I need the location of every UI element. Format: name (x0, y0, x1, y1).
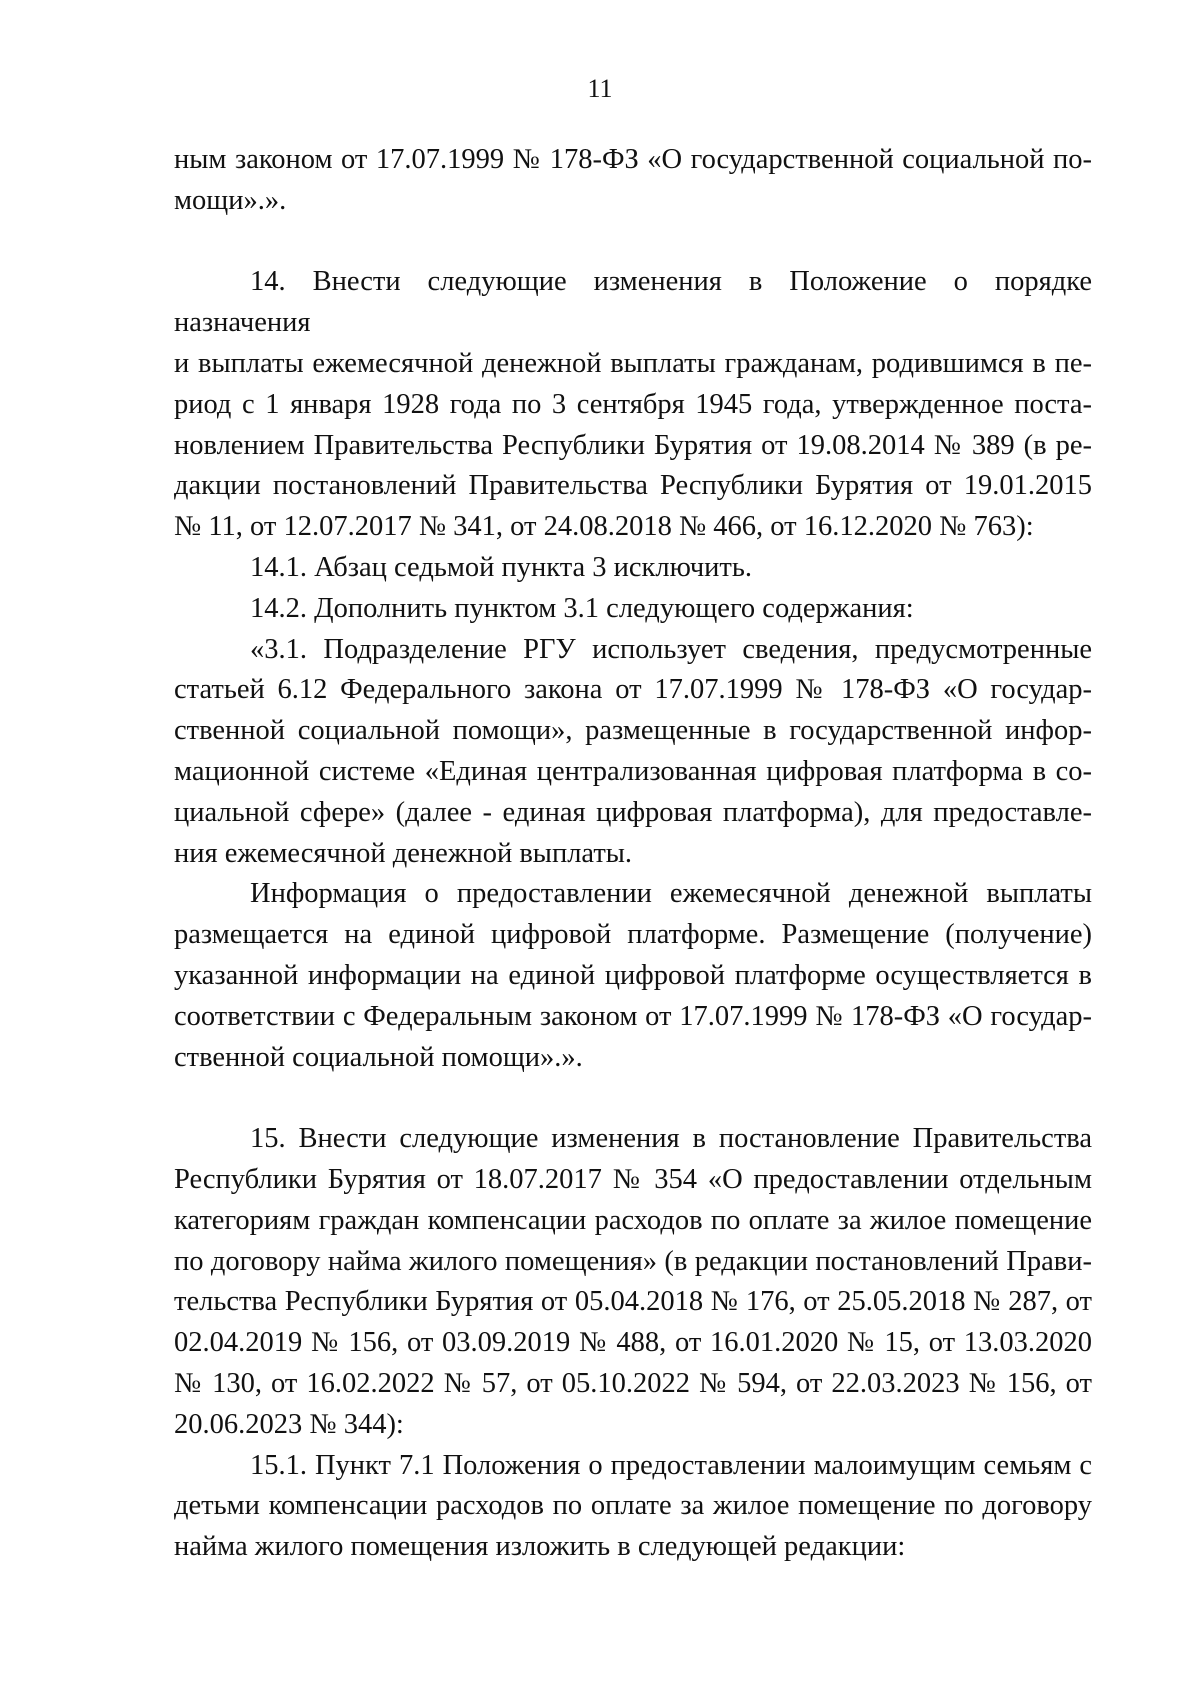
text-line: 14.2. Дополнить пунктом 3.1 следующего содержания: (250, 592, 914, 624)
text-line: 14. Внести следующие изменения в Положение о порядке назначения (174, 266, 1092, 339)
paragraph (174, 140, 1092, 222)
text-line: мационной системе «Единая централизованная цифровая платформа в со- (174, 755, 1092, 787)
text-line: циальной сфере» (далее - единая цифровая платформа), для предоставле- (174, 796, 1092, 828)
text-line: № 130, от 16.02.2022 № 57, от 05.10.2022 № 594, от 22.03.2023 № 156, от (174, 1367, 1092, 1399)
text-line: указанной информации на единой цифровой платформе осуществляется в (174, 959, 1092, 991)
paragraph-item-14-1 (174, 548, 1092, 589)
text-line: ственной социальной помощи».». (174, 1041, 583, 1073)
text-line: ственной социальной помощи», размещенные в государственной инфор- (174, 715, 1092, 747)
text-line: Республики Бурятия от 18.07.2017 № 354 «О предоставлении отдельным (174, 1163, 1092, 1195)
text-line: категориям граждан компенсации расходов по оплате за жилое помещение (174, 1204, 1092, 1236)
text-line: «3.1. Подразделение РГУ использует сведения, предусмотренные (250, 633, 1092, 665)
text-line: найма жилого помещения изложить в следующей редакции: (174, 1531, 906, 1563)
text-line: тельства Республики Бурятия от 05.04.2018 № 176, от 25.05.2018 № 287, от (174, 1286, 1092, 1318)
paragraph-item-14-2 (174, 589, 1092, 630)
paragraph-item-14 (174, 262, 1092, 548)
text-line: мощи».». (174, 184, 287, 216)
text-line: 15. Внести следующие изменения в постановление Правительства (250, 1123, 1092, 1155)
text-line: детьми компенсации расходов по оплате за жилое помещение по договору (174, 1490, 1092, 1522)
text-line: 15.1. Пункт 7.1 Положения о предоставлении малоимущим семьям с (250, 1449, 1092, 1481)
paragraph-quote-3-1 (174, 630, 1092, 875)
text-line: размещается на единой цифровой платформе. Размещение (получение) (174, 919, 1092, 951)
text-line: статьей 6.12 Федерального закона от 17.07.1999 № 178-ФЗ «О государ- (174, 674, 1092, 706)
paragraph-item-15-1 (174, 1446, 1092, 1568)
paragraph-item-15 (174, 1119, 1092, 1445)
text-line: 02.04.2019 № 156, от 03.09.2019 № 488, от 16.01.2020 № 15, от 13.03.2020 (174, 1327, 1092, 1359)
text-line: 20.06.2023 № 344): (174, 1408, 404, 1440)
document-body (174, 140, 1092, 1568)
text-line: и выплаты ежемесячной денежной выплаты гражданам, родившимся в пе- (174, 347, 1092, 379)
text-line: ния ежемесячной денежной выплаты. (174, 837, 633, 869)
page-number: 11 (587, 74, 613, 103)
text-line: Информация о предоставлении ежемесячной денежной выплаты (250, 878, 1092, 910)
text-line: 14.1. Абзац седьмой пункта 3 исключить. (250, 551, 752, 583)
paragraph-information (174, 874, 1092, 1078)
text-line: по договору найма жилого помещения» (в редакции постановлений Прави- (174, 1245, 1092, 1277)
text-line: ным законом от 17.07.1999 № 178-ФЗ «О государственной социальной по- (174, 144, 1092, 175)
text-line: риод с 1 января 1928 года по 3 сентября 1945 года, утвержденное поста- (174, 388, 1092, 420)
text-line: дакции постановлений Правительства Республики Бурятия от 19.01.2015 (174, 470, 1092, 502)
text-line: новлением Правительства Республики Бурятия от 19.08.2014 № 389 (в ре- (174, 429, 1092, 461)
text-line: соответствии с Федеральным законом от 17.07.1999 № 178-ФЗ «О государ- (174, 1000, 1092, 1032)
text-line: № 11, от 12.07.2017 № 341, от 24.08.2018 № 466, от 16.12.2020 № 763): (174, 511, 1034, 543)
